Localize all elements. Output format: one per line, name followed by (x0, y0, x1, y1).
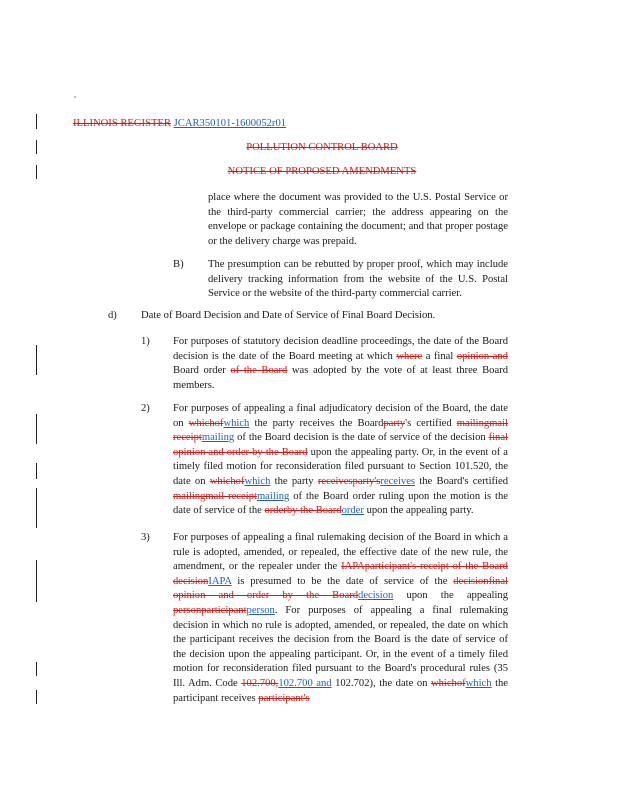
item-1-text: For purposes of statutory decision deadline proceedings, the date of the Board decision is the date of the Board meeting at which where a final opinion and Board order of the Board was adopted by the vote of at least three Board members. (173, 336, 508, 391)
change-bar (36, 690, 37, 704)
label-3: 3) (141, 532, 150, 543)
scan-speck (74, 96, 76, 98)
change-bar (36, 114, 37, 129)
register-inserted: JCAR350101-1600052r01 (173, 118, 287, 129)
register-header (73, 117, 286, 132)
change-bar (36, 488, 37, 528)
register-deleted: ILLINOIS REGISTER (73, 118, 171, 129)
change-bar (36, 345, 37, 375)
item-3-text: For purposes of appealing a final rulemaking decision of the Board in which a rule is adopted, amended, or repealed, the effective date of the new rule, the amendment, or the repealer under the IAPAparticipant's receipt of the Board decisionIAPA is presumed to be the date of service of the decisionfinal opinion and order by the Boarddecision upon the appealing personparticipantperson. For purposes of appealing a final rulemaking decision in which no rule is adopted, amended, or repealed, the date on which the participant receives the decision from the Board is the date of service of the decision upon the appealing participant. Or, in the event of a timely filed motion for reconsideration filed pursuant to the Board's procedural rules (35 Ill. Adm. Code 102.700,102.700 and 102.702), the date on whichofwhich the participant receives participant's (173, 532, 509, 704)
label-b: B) (173, 259, 184, 270)
notice-title: NOTICE OF PROPOSED AMENDMENTS (227, 166, 417, 177)
change-bar (36, 463, 37, 479)
change-bar (36, 414, 37, 444)
section-d-heading: Date of Board Decision and Date of Service of Final Board Decision. (141, 310, 436, 321)
board-title: POLLUTION CONTROL BOARD (246, 142, 398, 153)
change-bar (36, 662, 37, 676)
change-bar (36, 560, 37, 602)
item-2-text: For purposes of appealing a final adjudicatory decision of the Board, the date on whichofwhich the party receives the Boardparty's certified mailingmail receiptmailing of the Board decision is the date of service of the decision final opinion and order by the Board upon the appealing party. Or, in the event of a timely filed motion for reconsideration filed pursuant to Section 101.520, the date on whichofwhich the party receivesparty'sreceives the Board's certified mailingmail receiptmailing of the Board order ruling upon the motion is the date of service of the orderby the Boardorder upon the appealing party. (173, 403, 509, 517)
label-2: 2) (141, 403, 150, 414)
paragraph-continuation: place where the document was provided to the U.S. Postal Service or the third-party commercial carrier; the address appearing on the envelope or package containing the document; and that proper postage or the delivery charge was prepaid. (208, 192, 508, 247)
label-d: d) (108, 310, 117, 321)
paragraph-b: The presumption can be rebutted by proper proof, which may include delivery tracking information from the website of the U.S. Postal Service or the website of the third-party commercial carrier. (208, 259, 508, 300)
label-1: 1) (141, 336, 150, 347)
